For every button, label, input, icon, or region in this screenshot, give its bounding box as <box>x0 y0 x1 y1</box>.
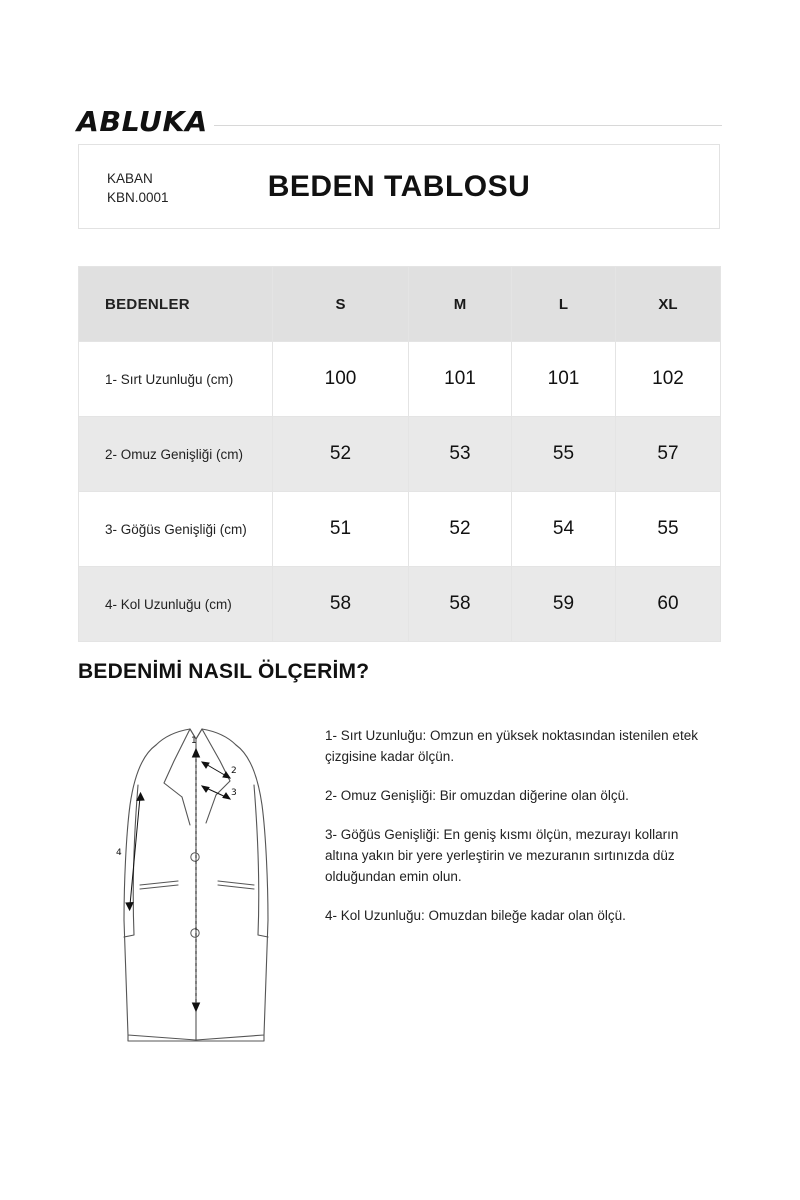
cell-value: 52 <box>409 492 512 567</box>
title-box <box>78 144 720 229</box>
table-row <box>79 492 721 567</box>
cell-value: 58 <box>409 567 512 642</box>
table-row <box>79 417 721 492</box>
cell-value: 60 <box>616 567 721 642</box>
header-divider <box>214 125 722 126</box>
figure-marker-4: 4 <box>116 848 122 858</box>
cell-value: 101 <box>512 342 616 417</box>
cell-value: 52 <box>273 417 409 492</box>
row-label: 2- Omuz Genişliği (cm) <box>79 417 273 492</box>
measurement-instructions <box>325 725 710 944</box>
product-code: KBN.0001 <box>107 190 169 205</box>
instruction-item: 3- Göğüs Genişliği: En geniş kısmı ölçün, mezurayı kolların altına yakın bir yere yerleştirin ve mezuranın sırtınızda düz olduğundan emin olun. <box>325 827 679 884</box>
figure-marker-3: 3 <box>231 788 237 798</box>
column-header-l: L <box>512 267 616 342</box>
coat-illustration-icon <box>78 705 308 1065</box>
cell-value: 102 <box>616 342 721 417</box>
brand-logo: ABLUKA <box>76 105 208 138</box>
instruction-item: 4- Kol Uzunluğu: Omuzdan bileğe kadar olan ölçü. <box>325 908 626 923</box>
column-header-m: M <box>409 267 512 342</box>
table-header-row <box>79 267 721 342</box>
brand-header <box>78 105 722 139</box>
cell-value: 55 <box>616 492 721 567</box>
row-label: 4- Kol Uzunluğu (cm) <box>79 567 273 642</box>
coat-diagram <box>78 705 308 1065</box>
column-header-xl: XL <box>616 267 721 342</box>
cell-value: 53 <box>409 417 512 492</box>
row-label: 1- Sırt Uzunluğu (cm) <box>79 342 273 417</box>
cell-value: 54 <box>512 492 616 567</box>
instruction-item: 1- Sırt Uzunluğu: Omzun en yüksek noktasından istenilen etek çizgisine kadar ölçün. <box>325 728 698 764</box>
instruction-item: 2- Omuz Genişliği: Bir omuzdan diğerine olan ölçü. <box>325 788 629 803</box>
row-label: 3- Göğüs Genişliği (cm) <box>79 492 273 567</box>
cell-value: 100 <box>273 342 409 417</box>
size-table <box>78 266 721 642</box>
cell-value: 57 <box>616 417 721 492</box>
cell-value: 59 <box>512 567 616 642</box>
column-header-bedenler: BEDENLER <box>79 267 273 342</box>
product-name: KABAN <box>107 171 153 186</box>
cell-value: 101 <box>409 342 512 417</box>
figure-marker-1: 1 <box>191 736 197 746</box>
cell-value: 51 <box>273 492 409 567</box>
figure-marker-2: 2 <box>231 766 237 776</box>
page-title: BEDEN TABLOSU <box>267 169 531 203</box>
cell-value: 58 <box>273 567 409 642</box>
cell-value: 55 <box>512 417 616 492</box>
howto-title: BEDENİMİ NASIL ÖLÇERİM? <box>78 660 370 683</box>
column-header-s: S <box>273 267 409 342</box>
table-row <box>79 342 721 417</box>
table-row <box>79 567 721 642</box>
